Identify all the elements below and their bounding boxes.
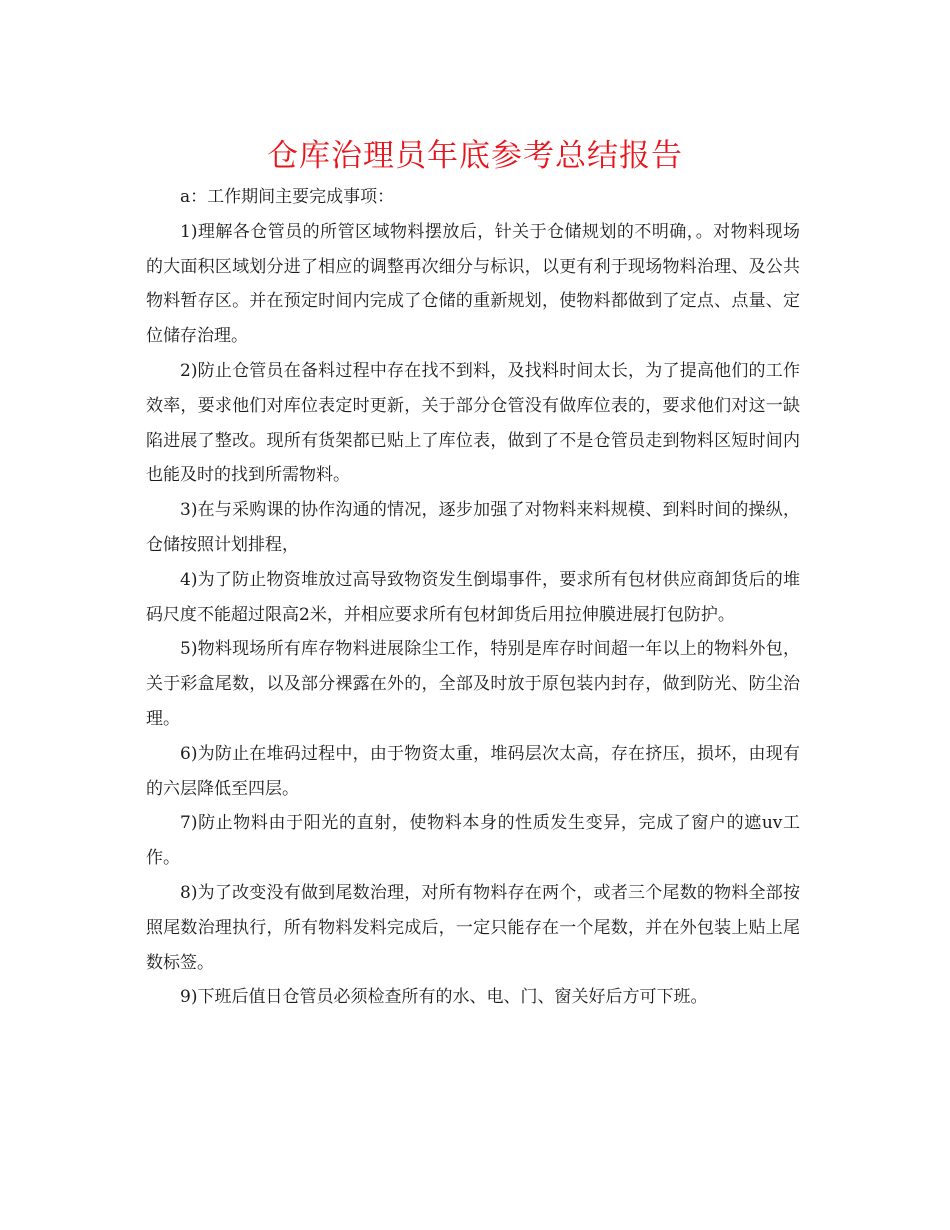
section-heading: a：工作期间主要完成事项：: [180, 187, 395, 207]
document-body: [146, 180, 800, 1015]
paragraph-7: 7)防止物料由于阳光的直射，使物料本身的性质发生变异，完成了窗户的遮uv工作。: [146, 813, 800, 869]
paragraph-4: 4)为了防止物资堆放过高导致物资发生倒塌事件，要求所有包材供应商卸货后的堆码尺度不能超过限高2米，并相应要求所有包材卸货后用拉伸膜进展打包防护。: [146, 569, 800, 625]
document-title: 仓库治理员年底参考总结报告: [267, 138, 683, 174]
paragraph-3: 3)在与采购课的协作沟通的情况，逐步加强了对物料来料规模、到料时间的操纵，仓储按照计划排程，: [146, 500, 800, 555]
paragraph-8: 8)为了改变没有做到尾数治理，对所有物料存在两个，或者三个尾数的物料全部按照尾数治理执行，所有物料发料完成后，一定只能存在一个尾数，并在外包装上贴上尾数标签。: [146, 882, 800, 973]
paragraph-2: 2)防止仓管员在备料过程中存在找不到料，及找料时间太长，为了提高他们的工作效率，要求他们对库位表定时更新，关于部分仓管没有做库位表的，要求他们对这一缺陷进展了整改。现所有货架都已贴上了库位表，做到了不是仓管员走到物料区短时间内也能及时的找到所需物料。: [146, 360, 800, 486]
paragraph-6: 6)为防止在堆码过程中，由于物资太重，堆码层次太高，存在挤压，损坏，由现有的六层降低至四层。: [146, 743, 800, 799]
paragraph-9: 9)下班后值日仓管员必须检查所有的水、电、门、窗关好后方可下班。: [180, 987, 708, 1008]
paragraph-5: 5)物料现场所有库存物料进展除尘工作，特别是库存时间超一年以上的物料外包，关于彩盒尾数，以及部分裸露在外的，全部及时放于原包装内封存，做到防光、防尘治理。: [146, 639, 800, 729]
paragraph-1: 1)理解各仓管员的所管区域物料摆放后，针关于仓储规划的不明确，。对物料现场的大面积区域划分进了相应的调整再次细分与标识，以更有利于现场物料治理、及公共物料暂存区。并在预定时间内完成了仓储的重新规划，使物料都做到了定点、点量、定位储存治理。: [146, 221, 800, 347]
